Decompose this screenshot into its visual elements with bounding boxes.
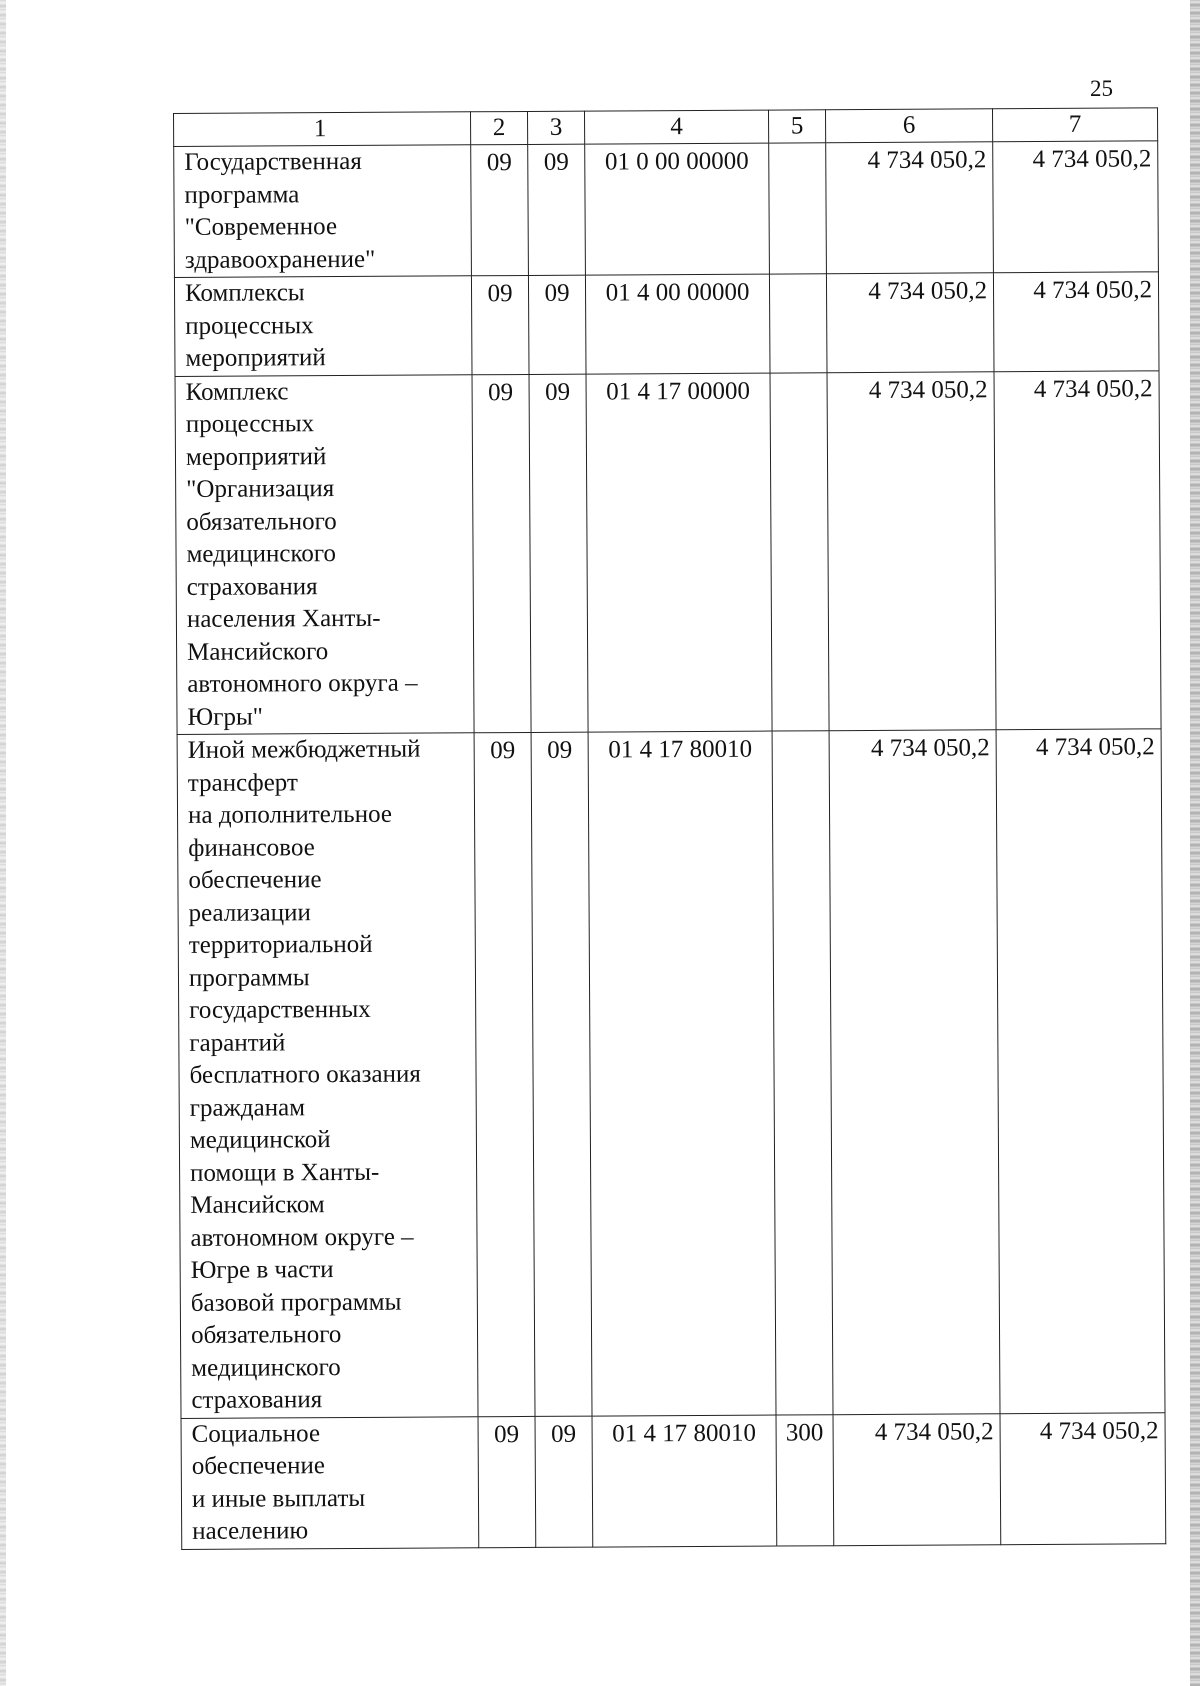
row-name-cell xyxy=(175,374,474,734)
header-col-4: 4 xyxy=(584,110,768,144)
expense-type-code xyxy=(770,274,826,276)
table-row xyxy=(181,1412,1166,1549)
section-code: 09 xyxy=(488,378,514,406)
amount-year2-cell xyxy=(1000,1412,1166,1544)
row-name-cell xyxy=(181,1416,479,1549)
subsection-cell xyxy=(528,144,586,275)
header-col-5: 5 xyxy=(768,110,825,143)
expense-type-cell xyxy=(769,143,827,274)
target-article-code: 01 0 00 00000 xyxy=(604,147,749,176)
amount-year1-cell xyxy=(829,730,1000,1414)
subsection-cell xyxy=(528,275,586,374)
expense-type-cell xyxy=(772,731,833,1415)
row-name: Государственная программа "Современное здравоохранение" xyxy=(184,147,376,274)
target-article-cell xyxy=(592,1415,777,1547)
amount-year1: 4 734 050,2 xyxy=(868,375,988,404)
section-cell xyxy=(478,1416,536,1547)
row-name-cell xyxy=(177,733,478,1418)
row-name-cell xyxy=(174,276,472,376)
target-article-code: 01 4 17 80010 xyxy=(608,735,753,764)
section-cell xyxy=(474,732,535,1416)
target-article-code: 01 4 17 80010 xyxy=(612,1419,757,1447)
amount-year2-cell xyxy=(996,729,1165,1413)
subsection-code: 09 xyxy=(543,148,569,176)
expense-type-cell xyxy=(769,274,827,373)
row-name: Комплексы процессных мероприятий xyxy=(184,279,326,372)
amount-year1: 4 734 050,2 xyxy=(870,734,990,762)
expense-type-code xyxy=(771,373,827,375)
table-row xyxy=(174,141,1159,278)
amount-year1-cell xyxy=(826,273,994,372)
row-name-cell xyxy=(174,145,472,278)
amount-year2: 4 734 050,2 xyxy=(1033,276,1153,305)
amount-year2: 4 734 050,2 xyxy=(1039,1416,1159,1445)
header-col-7: 7 xyxy=(992,108,1157,142)
target-article-cell xyxy=(588,731,776,1416)
section-code: 09 xyxy=(487,280,513,308)
row-name: Комплекс процессных мероприятий "Организация обязательного медицинского страхования населения Ханты- Мансийского автономного округа – Югры" xyxy=(185,377,418,731)
amount-year1: 4 734 050,2 xyxy=(868,277,988,305)
header-col-6: 6 xyxy=(825,109,992,143)
target-article-cell xyxy=(585,274,770,374)
amount-year2: 4 734 050,2 xyxy=(1033,374,1153,403)
amount-year2-cell xyxy=(993,141,1159,273)
table-row xyxy=(177,729,1165,1418)
amount-year1-cell xyxy=(827,371,996,730)
table-row xyxy=(175,370,1161,734)
subsection-code: 09 xyxy=(547,736,573,764)
amount-year2: 4 734 050,2 xyxy=(1032,145,1152,174)
section-code: 09 xyxy=(486,149,512,177)
subsection-cell xyxy=(535,1416,593,1547)
amount-year2: 4 734 050,2 xyxy=(1035,733,1155,762)
header-col-3: 3 xyxy=(527,111,584,144)
subsection-code: 09 xyxy=(544,279,570,307)
scan-edge-right xyxy=(1190,0,1200,1686)
amount-year2-cell xyxy=(993,272,1159,371)
expense-type-code xyxy=(769,143,825,145)
target-article-code: 01 4 17 00000 xyxy=(606,377,751,406)
expense-type-code: 300 xyxy=(785,1418,824,1446)
amount-year2-cell xyxy=(994,370,1161,729)
section-cell xyxy=(471,275,529,374)
row-name: Социальное обеспечение и иные выплаты населению xyxy=(191,1419,366,1545)
header-col-2: 2 xyxy=(470,111,527,144)
target-article-cell xyxy=(585,143,770,275)
amount-year1: 4 734 050,2 xyxy=(867,146,987,175)
table-row xyxy=(174,272,1159,376)
target-article-cell xyxy=(586,373,772,733)
section-code: 09 xyxy=(494,1420,520,1448)
expense-type-code xyxy=(773,731,829,733)
amount-year1-cell xyxy=(833,1413,1001,1545)
header-col-1: 1 xyxy=(174,112,471,147)
page-number: 25 xyxy=(1090,76,1113,101)
subsection-code: 09 xyxy=(545,378,571,406)
subsection-code: 09 xyxy=(551,1420,577,1448)
section-code: 09 xyxy=(490,737,516,765)
budget-allocation-table xyxy=(173,107,1166,1549)
row-name: Иной межбюджетный трансферт на дополнительное финансовое обеспечение реализации территориальной программы государственных гарантий бесплатного оказания гражданам медицинской помощи в Ханты- Мансийском автономном округе – Югре в части базовой программы обязательного медицинского страхования xyxy=(187,735,421,1414)
target-article-code: 01 4 00 00000 xyxy=(605,278,750,307)
expense-type-cell xyxy=(770,372,829,731)
subsection-cell xyxy=(531,732,592,1416)
amount-year1: 4 734 050,2 xyxy=(874,1417,994,1446)
section-cell xyxy=(472,374,531,733)
expense-type-cell xyxy=(776,1414,834,1545)
scan-edge-left xyxy=(0,0,6,1686)
amount-year1-cell xyxy=(826,142,994,274)
section-cell xyxy=(471,144,529,275)
subsection-cell xyxy=(529,374,588,733)
